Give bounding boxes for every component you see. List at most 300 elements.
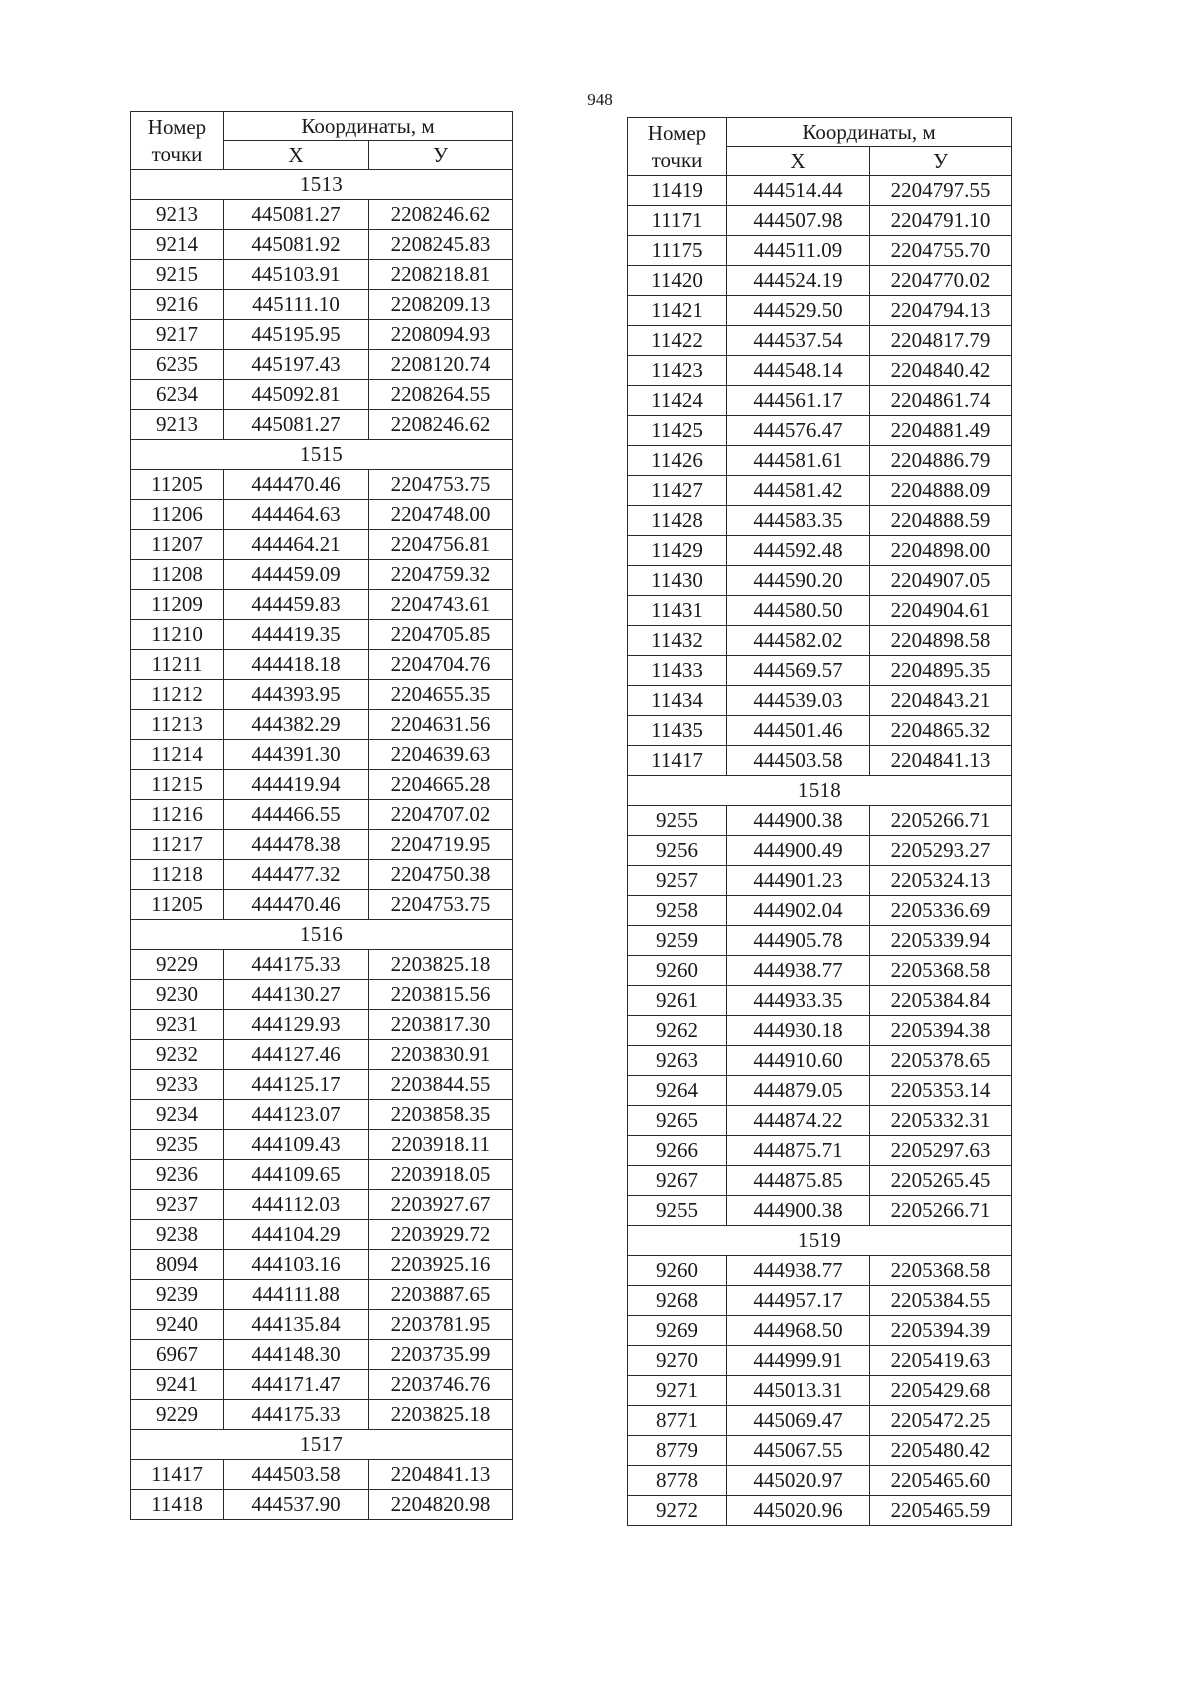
x-coordinate-cell: 444478.38 <box>224 830 369 860</box>
y-coordinate-cell: 2205266.71 <box>870 806 1012 836</box>
table-row <box>628 806 1012 836</box>
table-row <box>628 656 1012 686</box>
x-coordinate-cell: 445020.97 <box>727 1466 870 1496</box>
x-coordinate-cell: 444582.02 <box>727 626 870 656</box>
table-row <box>628 1136 1012 1166</box>
y-coordinate-cell: 2203918.11 <box>369 1130 513 1160</box>
y-coordinate-cell: 2204748.00 <box>369 500 513 530</box>
section-label: 1517 <box>131 1430 513 1460</box>
x-coordinate-cell: 444104.29 <box>224 1220 369 1250</box>
table-row <box>628 1346 1012 1376</box>
y-coordinate-cell: 2205419.63 <box>870 1346 1012 1376</box>
point-number-cell: 9216 <box>131 290 224 320</box>
y-coordinate-cell: 2205339.94 <box>870 926 1012 956</box>
coordinates-header: Координаты, м <box>224 112 513 141</box>
y-coordinate-cell: 2203825.18 <box>369 950 513 980</box>
point-number-cell: 9237 <box>131 1190 224 1220</box>
x-column-header: X <box>727 147 870 176</box>
section-label: 1516 <box>131 920 513 950</box>
section-label: 1515 <box>131 440 513 470</box>
point-number-cell: 11418 <box>131 1490 224 1520</box>
y-coordinate-cell: 2203746.76 <box>369 1370 513 1400</box>
x-coordinate-cell: 444111.88 <box>224 1280 369 1310</box>
x-coordinate-cell: 444583.35 <box>727 506 870 536</box>
point-number-cell: 11430 <box>628 566 727 596</box>
table-row <box>131 500 513 530</box>
x-coordinate-cell: 444503.58 <box>224 1460 369 1490</box>
point-number-cell: 9236 <box>131 1160 224 1190</box>
point-number-cell: 9214 <box>131 230 224 260</box>
y-coordinate-cell: 2205332.31 <box>870 1106 1012 1136</box>
y-coordinate-cell: 2205384.55 <box>870 1286 1012 1316</box>
x-coordinate-cell: 444900.49 <box>727 836 870 866</box>
table-row <box>131 1070 513 1100</box>
point-number-cell: 11423 <box>628 356 727 386</box>
table-row <box>131 620 513 650</box>
point-number-cell: 9264 <box>628 1076 727 1106</box>
x-coordinate-cell: 444569.57 <box>727 656 870 686</box>
y-coordinate-cell: 2208218.81 <box>369 260 513 290</box>
y-coordinate-cell: 2204770.02 <box>870 266 1012 296</box>
point-number-cell: 11206 <box>131 500 224 530</box>
point-number-cell: 11213 <box>131 710 224 740</box>
table-row <box>628 956 1012 986</box>
point-number-cell: 11432 <box>628 626 727 656</box>
table-row <box>131 380 513 410</box>
x-coordinate-cell: 444957.17 <box>727 1286 870 1316</box>
table-row <box>131 740 513 770</box>
x-coordinate-cell: 444874.22 <box>727 1106 870 1136</box>
table-row <box>131 1490 513 1520</box>
x-coordinate-cell: 444393.95 <box>224 680 369 710</box>
table-row <box>131 1310 513 1340</box>
point-number-cell: 9232 <box>131 1040 224 1070</box>
point-number-cell: 11433 <box>628 656 727 686</box>
section-row <box>131 1430 513 1460</box>
y-coordinate-cell: 2208094.93 <box>369 320 513 350</box>
x-coordinate-cell: 445197.43 <box>224 350 369 380</box>
y-coordinate-cell: 2204841.13 <box>870 746 1012 776</box>
y-coordinate-cell: 2204843.21 <box>870 686 1012 716</box>
coordinates-table-right <box>627 117 1012 1526</box>
point-number-cell: 11175 <box>628 236 727 266</box>
table-row <box>131 200 513 230</box>
table-row <box>131 350 513 380</box>
point-number-cell: 11210 <box>131 620 224 650</box>
table-row <box>628 1316 1012 1346</box>
point-number-cell: 9256 <box>628 836 727 866</box>
point-number-cell: 11435 <box>628 716 727 746</box>
table-row <box>131 470 513 500</box>
point-number-cell: 11425 <box>628 416 727 446</box>
x-coordinate-cell: 444968.50 <box>727 1316 870 1346</box>
x-coordinate-cell: 444464.63 <box>224 500 369 530</box>
x-coordinate-cell: 444900.38 <box>727 806 870 836</box>
point-number-header: Номер точки <box>628 118 727 176</box>
y-coordinate-cell: 2208209.13 <box>369 290 513 320</box>
point-number-cell: 6967 <box>131 1340 224 1370</box>
point-number-cell: 11431 <box>628 596 727 626</box>
x-coordinate-cell: 445069.47 <box>727 1406 870 1436</box>
x-coordinate-cell: 444419.94 <box>224 770 369 800</box>
x-coordinate-cell: 444175.33 <box>224 1400 369 1430</box>
point-number-cell: 9231 <box>131 1010 224 1040</box>
y-coordinate-cell: 2204865.32 <box>870 716 1012 746</box>
x-coordinate-cell: 444418.18 <box>224 650 369 680</box>
y-coordinate-cell: 2204705.85 <box>369 620 513 650</box>
x-coordinate-cell: 444123.07 <box>224 1100 369 1130</box>
section-label: 1518 <box>628 776 1012 806</box>
point-number-cell: 11429 <box>628 536 727 566</box>
y-coordinate-cell: 2204898.58 <box>870 626 1012 656</box>
table-row <box>628 296 1012 326</box>
table-row <box>628 446 1012 476</box>
x-coordinate-cell: 444511.09 <box>727 236 870 266</box>
point-number-cell: 9263 <box>628 1046 727 1076</box>
table-row <box>131 710 513 740</box>
y-coordinate-cell: 2204743.61 <box>369 590 513 620</box>
table-row <box>131 410 513 440</box>
table-row <box>628 326 1012 356</box>
table-row <box>131 1100 513 1130</box>
header-row <box>131 112 513 141</box>
point-number-cell: 11216 <box>131 800 224 830</box>
table-row <box>628 716 1012 746</box>
table-row <box>628 896 1012 926</box>
y-coordinate-cell: 2203925.16 <box>369 1250 513 1280</box>
table-row <box>131 1370 513 1400</box>
section-row <box>628 776 1012 806</box>
coordinates-table-left <box>130 111 513 1520</box>
table-row <box>131 320 513 350</box>
x-coordinate-cell: 444524.19 <box>727 266 870 296</box>
x-coordinate-cell: 444127.46 <box>224 1040 369 1070</box>
y-coordinate-cell: 2204888.59 <box>870 506 1012 536</box>
x-coordinate-cell: 445103.91 <box>224 260 369 290</box>
table-row <box>131 860 513 890</box>
y-coordinate-cell: 2204759.32 <box>369 560 513 590</box>
point-number-cell: 11205 <box>131 890 224 920</box>
table-row <box>628 1286 1012 1316</box>
x-coordinate-cell: 444999.91 <box>727 1346 870 1376</box>
y-coordinate-cell: 2205368.58 <box>870 956 1012 986</box>
x-coordinate-cell: 444875.85 <box>727 1166 870 1196</box>
x-coordinate-cell: 444129.93 <box>224 1010 369 1040</box>
page-number: 948 <box>587 90 613 109</box>
table-row <box>131 290 513 320</box>
y-coordinate-cell: 2204639.63 <box>369 740 513 770</box>
table-row <box>628 1166 1012 1196</box>
x-coordinate-cell: 444576.47 <box>727 416 870 446</box>
x-coordinate-cell: 444930.18 <box>727 1016 870 1046</box>
point-number-cell: 9229 <box>131 1400 224 1430</box>
point-number-cell: 9258 <box>628 896 727 926</box>
y-coordinate-cell: 2204704.76 <box>369 650 513 680</box>
point-number-cell: 9271 <box>628 1376 727 1406</box>
section-row <box>131 440 513 470</box>
x-coordinate-cell: 444537.90 <box>224 1490 369 1520</box>
x-coordinate-cell: 444507.98 <box>727 206 870 236</box>
point-number-cell: 9255 <box>628 1196 727 1226</box>
table-row <box>628 416 1012 446</box>
point-number-cell: 9257 <box>628 866 727 896</box>
point-number-cell: 11426 <box>628 446 727 476</box>
x-coordinate-cell: 444382.29 <box>224 710 369 740</box>
point-number-cell: 9268 <box>628 1286 727 1316</box>
table-row <box>628 836 1012 866</box>
table-row <box>628 356 1012 386</box>
table-row <box>628 1406 1012 1436</box>
y-coordinate-cell: 2203858.35 <box>369 1100 513 1130</box>
x-coordinate-cell: 444459.09 <box>224 560 369 590</box>
table-row <box>131 1040 513 1070</box>
point-number-cell: 9229 <box>131 950 224 980</box>
y-coordinate-cell: 2203735.99 <box>369 1340 513 1370</box>
y-coordinate-cell: 2203887.65 <box>369 1280 513 1310</box>
table-row <box>131 560 513 590</box>
x-coordinate-cell: 444109.43 <box>224 1130 369 1160</box>
x-column-header: X <box>224 141 369 170</box>
point-number-cell: 11211 <box>131 650 224 680</box>
point-number-cell: 11419 <box>628 176 727 206</box>
section-row <box>131 170 513 200</box>
x-coordinate-cell: 444503.58 <box>727 746 870 776</box>
x-coordinate-cell: 445081.27 <box>224 200 369 230</box>
point-number-cell: 11417 <box>131 1460 224 1490</box>
table-row <box>131 260 513 290</box>
x-coordinate-cell: 444879.05 <box>727 1076 870 1106</box>
x-coordinate-cell: 444902.04 <box>727 896 870 926</box>
table-row <box>131 1340 513 1370</box>
x-coordinate-cell: 444109.65 <box>224 1160 369 1190</box>
y-coordinate-cell: 2204841.13 <box>369 1460 513 1490</box>
y-coordinate-cell: 2204794.13 <box>870 296 1012 326</box>
point-number-cell: 9213 <box>131 410 224 440</box>
point-number-header: Номер точки <box>131 112 224 170</box>
y-coordinate-cell: 2205384.84 <box>870 986 1012 1016</box>
x-coordinate-cell: 444910.60 <box>727 1046 870 1076</box>
x-coordinate-cell: 444581.61 <box>727 446 870 476</box>
y-coordinate-cell: 2205368.58 <box>870 1256 1012 1286</box>
point-number-cell: 9267 <box>628 1166 727 1196</box>
table-row <box>628 1436 1012 1466</box>
point-number-cell: 11422 <box>628 326 727 356</box>
table-row <box>628 1046 1012 1076</box>
x-coordinate-cell: 444581.42 <box>727 476 870 506</box>
x-coordinate-cell: 444464.21 <box>224 530 369 560</box>
y-coordinate-cell: 2204707.02 <box>369 800 513 830</box>
y-coordinate-cell: 2205293.27 <box>870 836 1012 866</box>
y-coordinate-cell: 2205378.65 <box>870 1046 1012 1076</box>
point-number-cell: 11434 <box>628 686 727 716</box>
x-coordinate-cell: 444875.71 <box>727 1136 870 1166</box>
x-coordinate-cell: 445111.10 <box>224 290 369 320</box>
table-row <box>131 1160 513 1190</box>
y-coordinate-cell: 2205465.60 <box>870 1466 1012 1496</box>
x-coordinate-cell: 444501.46 <box>727 716 870 746</box>
table-row <box>628 176 1012 206</box>
y-coordinate-cell: 2203844.55 <box>369 1070 513 1100</box>
y-coordinate-cell: 2208245.83 <box>369 230 513 260</box>
point-number-cell: 11208 <box>131 560 224 590</box>
x-coordinate-cell: 444391.30 <box>224 740 369 770</box>
point-number-cell: 9240 <box>131 1310 224 1340</box>
table-row <box>131 1190 513 1220</box>
x-coordinate-cell: 445067.55 <box>727 1436 870 1466</box>
y-coordinate-cell: 2205297.63 <box>870 1136 1012 1166</box>
table-row <box>131 230 513 260</box>
point-number-cell: 9269 <box>628 1316 727 1346</box>
x-coordinate-cell: 444529.50 <box>727 296 870 326</box>
y-coordinate-cell: 2203830.91 <box>369 1040 513 1070</box>
table-row <box>628 596 1012 626</box>
table-row <box>131 1280 513 1310</box>
x-coordinate-cell: 445195.95 <box>224 320 369 350</box>
y-coordinate-cell: 2203918.05 <box>369 1160 513 1190</box>
point-number-cell: 9262 <box>628 1016 727 1046</box>
point-number-cell: 9234 <box>131 1100 224 1130</box>
y-coordinate-cell: 2203929.72 <box>369 1220 513 1250</box>
point-number-cell: 11212 <box>131 680 224 710</box>
y-coordinate-cell: 2204888.09 <box>870 476 1012 506</box>
point-number-cell: 9213 <box>131 200 224 230</box>
x-coordinate-cell: 444933.35 <box>727 986 870 1016</box>
table-row <box>628 1076 1012 1106</box>
y-coordinate-cell: 2204881.49 <box>870 416 1012 446</box>
point-number-cell: 9215 <box>131 260 224 290</box>
point-number-cell: 11417 <box>628 746 727 776</box>
point-number-cell: 9238 <box>131 1220 224 1250</box>
y-coordinate-cell: 2208120.74 <box>369 350 513 380</box>
table-row <box>628 746 1012 776</box>
y-coordinate-cell: 2205265.45 <box>870 1166 1012 1196</box>
y-coordinate-cell: 2205472.25 <box>870 1406 1012 1436</box>
table-body <box>131 170 513 1520</box>
y-coordinate-cell: 2204756.81 <box>369 530 513 560</box>
point-number-cell: 9261 <box>628 986 727 1016</box>
point-number-cell: 9217 <box>131 320 224 350</box>
table-row <box>628 1256 1012 1286</box>
table-row <box>628 266 1012 296</box>
y-coordinate-cell: 2205336.69 <box>870 896 1012 926</box>
y-coordinate-cell: 2204797.55 <box>870 176 1012 206</box>
x-coordinate-cell: 444470.46 <box>224 470 369 500</box>
x-coordinate-cell: 444103.16 <box>224 1250 369 1280</box>
point-number-cell: 9230 <box>131 980 224 1010</box>
table-row <box>131 1400 513 1430</box>
y-coordinate-cell: 2208246.62 <box>369 410 513 440</box>
y-coordinate-cell: 2205429.68 <box>870 1376 1012 1406</box>
table-row <box>628 866 1012 896</box>
point-number-cell: 11209 <box>131 590 224 620</box>
table-row <box>628 626 1012 656</box>
x-coordinate-cell: 445092.81 <box>224 380 369 410</box>
y-coordinate-cell: 2205266.71 <box>870 1196 1012 1226</box>
x-coordinate-cell: 445081.92 <box>224 230 369 260</box>
table-row <box>131 770 513 800</box>
point-number-cell: 9266 <box>628 1136 727 1166</box>
x-coordinate-cell: 444466.55 <box>224 800 369 830</box>
point-number-cell: 11428 <box>628 506 727 536</box>
y-coordinate-cell: 2204907.05 <box>870 566 1012 596</box>
y-coordinate-cell: 2204840.42 <box>870 356 1012 386</box>
y-coordinate-cell: 2204895.35 <box>870 656 1012 686</box>
table-row <box>131 1250 513 1280</box>
y-coordinate-cell: 2204820.98 <box>369 1490 513 1520</box>
table-row <box>628 536 1012 566</box>
table-row <box>628 1496 1012 1526</box>
point-number-cell: 8771 <box>628 1406 727 1436</box>
table-row <box>628 686 1012 716</box>
point-number-cell: 8094 <box>131 1250 224 1280</box>
x-coordinate-cell: 445020.96 <box>727 1496 870 1526</box>
x-coordinate-cell: 444470.46 <box>224 890 369 920</box>
x-coordinate-cell: 444477.32 <box>224 860 369 890</box>
y-coordinate-cell: 2204655.35 <box>369 680 513 710</box>
y-coordinate-cell: 2203781.95 <box>369 1310 513 1340</box>
y-coordinate-cell: 2203927.67 <box>369 1190 513 1220</box>
table-row <box>131 650 513 680</box>
table-row <box>628 1196 1012 1226</box>
point-number-cell: 11218 <box>131 860 224 890</box>
table-row <box>628 386 1012 416</box>
y-coordinate-cell: 2208246.62 <box>369 200 513 230</box>
y-coordinate-cell: 2205480.42 <box>870 1436 1012 1466</box>
table-row <box>628 206 1012 236</box>
y-coordinate-cell: 2205394.38 <box>870 1016 1012 1046</box>
y-coordinate-cell: 2204886.79 <box>870 446 1012 476</box>
table-row <box>131 1130 513 1160</box>
y-coordinate-cell: 2205324.13 <box>870 866 1012 896</box>
x-coordinate-cell: 444900.38 <box>727 1196 870 1226</box>
point-number-cell: 11424 <box>628 386 727 416</box>
table-row <box>628 1376 1012 1406</box>
x-coordinate-cell: 444148.30 <box>224 1340 369 1370</box>
point-number-cell: 9260 <box>628 956 727 986</box>
table-row <box>628 236 1012 266</box>
point-number-cell: 11427 <box>628 476 727 506</box>
x-coordinate-cell: 444592.48 <box>727 536 870 566</box>
table-body <box>628 176 1012 1526</box>
y-coordinate-cell: 2204750.38 <box>369 860 513 890</box>
table-row <box>131 830 513 860</box>
table-row <box>628 566 1012 596</box>
table-row <box>628 1016 1012 1046</box>
y-coordinate-cell: 2203817.30 <box>369 1010 513 1040</box>
table-row <box>131 950 513 980</box>
table-row <box>131 680 513 710</box>
y-coordinate-cell: 2204755.70 <box>870 236 1012 266</box>
point-number-cell: 11214 <box>131 740 224 770</box>
y-column-header: У <box>870 147 1012 176</box>
y-coordinate-cell: 2204753.75 <box>369 890 513 920</box>
table-row <box>131 1010 513 1040</box>
table-row <box>131 980 513 1010</box>
table-row <box>131 590 513 620</box>
section-label: 1513 <box>131 170 513 200</box>
point-number-cell: 11420 <box>628 266 727 296</box>
table-row <box>131 800 513 830</box>
section-row <box>628 1226 1012 1256</box>
y-coordinate-cell: 2204898.00 <box>870 536 1012 566</box>
y-coordinate-cell: 2204753.75 <box>369 470 513 500</box>
point-number-cell: 6234 <box>131 380 224 410</box>
x-coordinate-cell: 444539.03 <box>727 686 870 716</box>
section-row <box>131 920 513 950</box>
point-number-cell: 9239 <box>131 1280 224 1310</box>
point-number-cell: 6235 <box>131 350 224 380</box>
y-coordinate-cell: 2204904.61 <box>870 596 1012 626</box>
